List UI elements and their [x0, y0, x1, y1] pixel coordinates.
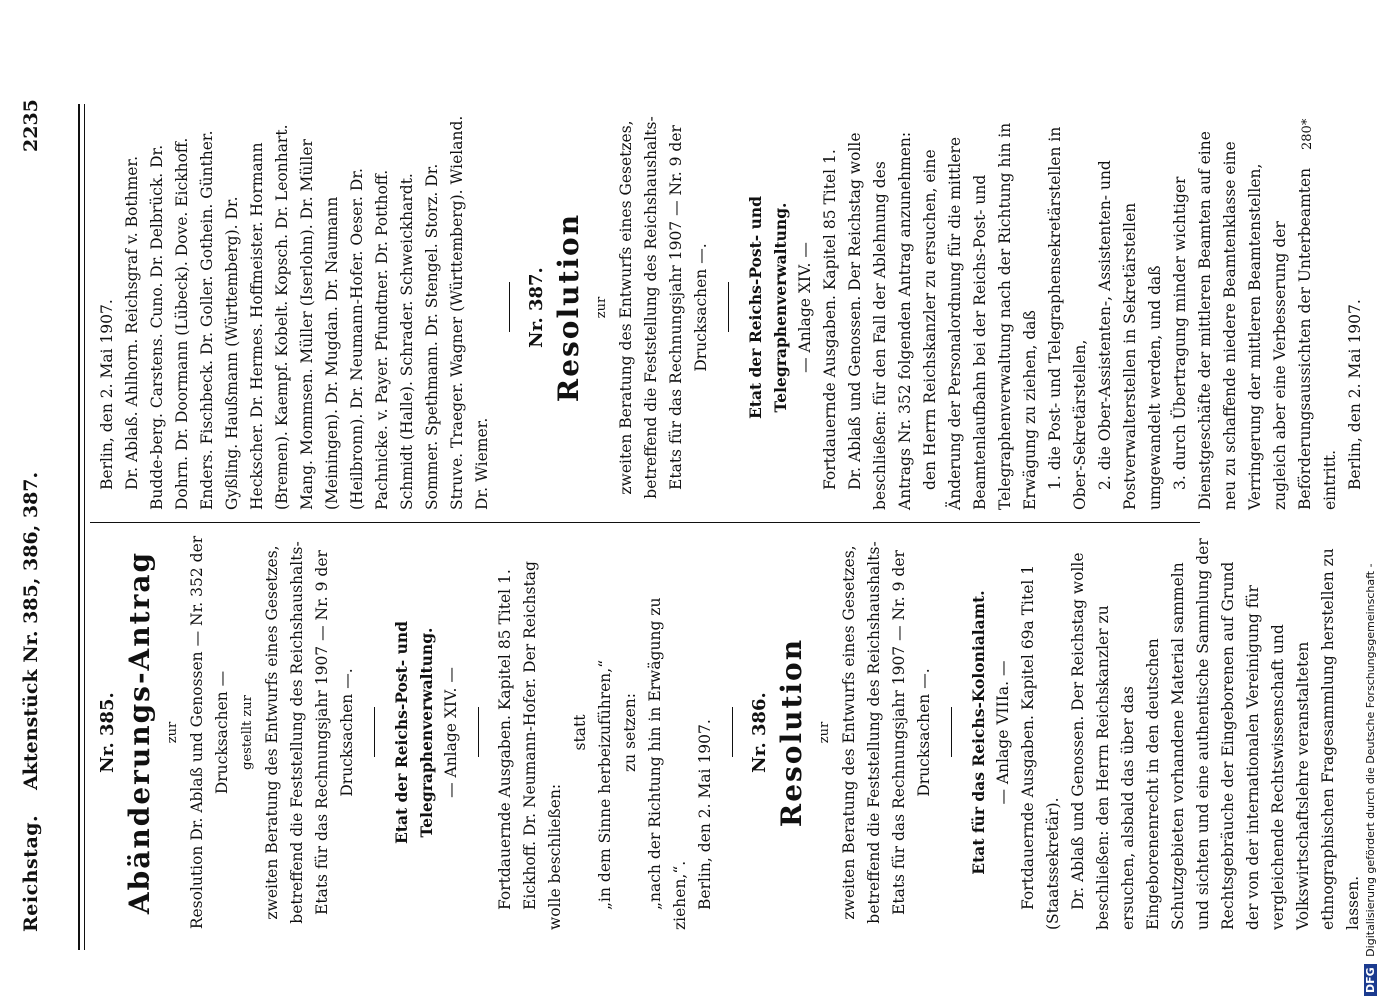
nr385-quote1: „in dem Sinne herbeizuführen,“ — [596, 659, 614, 910]
separator — [951, 708, 952, 758]
column-divider — [90, 522, 1200, 523]
nr385-zur: zur — [165, 721, 180, 744]
nr385-zu-setzen: zu setzen: — [621, 693, 639, 772]
nr385-beratung: zweiten Beratung des Entwurfs eines Gesetzes, betreffend die Feststellung des Reichshaushalts-Etats für das Rechnungsjahr 1907 — Nr. 9 der Drucksachen —. — [263, 541, 356, 924]
left-column — [95, 535, 1366, 930]
right-column — [95, 105, 1368, 510]
nr387-body: den Herrn Reichskanzler zu ersuchen, eine Änderung der Personalordnung für die mittlere Beamtenlaufbahn bei der Reichs-Post- und Telegraphenverwaltung nach der Richtung hin in Erwägung zu ziehen, daß — [921, 122, 1039, 510]
nr385-gestellt: gestellt zur — [240, 695, 255, 770]
header-title: Aktenstück Nr. 385, 386, 387. — [20, 471, 42, 790]
separator — [732, 708, 733, 758]
nr385-etat: Etat der Reichs-Post- und Telegraphenverwaltung. — [392, 621, 436, 845]
header-left: Reichstag. — [20, 814, 42, 932]
nr385-quote2: „nach der Richtung hin in Erwägung zu ziehen,“. — [646, 597, 689, 930]
header-rule — [78, 104, 80, 950]
nr387-intro: Dr. Ablaß und Genossen. Der Reichstag wolle beschließen: für den Fall der Ablehnung des Antrags Nr. 352 folgenden Antrag anzunehmen: — [846, 131, 914, 510]
separator — [478, 708, 479, 758]
nr386-zur: zur — [817, 721, 832, 744]
nr387-beratung: zweiten Beratung des Entwurfs eines Gesetzes, betreffend die Feststellung des Reichshaushalts-Etats für das Rechnungsjahr 1907 — Nr. 9 der Drucksachen —. — [617, 116, 710, 499]
dfg-logo: DFG — [1364, 964, 1377, 996]
dfg-credit — [1364, 563, 1377, 996]
nr387-number: Nr. 387. — [526, 267, 547, 348]
nr387-date: Berlin, den 2. Mai 1907. — [1346, 299, 1364, 490]
nr386-title: Resolution — [775, 637, 808, 828]
nr387-ausgaben: Fortdauernde Ausgaben. Kapitel 85 Titel 1. — [821, 149, 839, 490]
nr386-text: Dr. Ablaß und Genossen. Der Reichstag wolle beschließen: den Herrn Reichskanzler zu ersuchen, alsbald das über das Eingeborenenrecht in den deutschen Schutzgebieten vorhandene Material sammeln und sichten und eine authentische Sammlung der Rechtsgebräuche der Eingeborenen auf Grund der von der internationalen Vereinigung für vergleichende Rechtswissenschaft und Volkswirtschaftslehre veranstalteten ethnographischen Fragesammlung herstellen zu lassen. — [1069, 538, 1362, 930]
nr386-signers: Dr. Ablaß. Ahlhorn. Reichsgraf v. Bothmer. Budde-berg. Carstens. Cuno. Dr. Delbrück. Dr. Dohrn. Dr. Doormann (Lübeck). Dove. Eickhoff. Enders. Fischbeck. Dr. Goller. Gothein. Günther. Gyßling. Haußmann (Württemberg). Dr. Heckscher. Dr. Hermes. Hoffmeister. Hormann (Bremen). Kaempf. Kobelt. Kopsch. Dr. Leonhart. Mang. Mommsen. Müller (Iserlohn). Dr. Müller (Meiningen). Dr. Mugdan. Dr. Naumann (Heilbronn). Dr. Neumann-Hofer. Oeser. Dr. Pachnicke. v. Payer. Pfundtner. Dr. Potthoff. Schmidt (Halle). Schrader. Schweickhardt. Sommer. Spethmann. Dr. Stengel. Storz. Dr. Struve. Traeger. Wagner (Württemberg). Wieland. Dr. Wiemer. — [123, 115, 491, 510]
nr386-etat: Etat für das Reichs-Kolonialamt. — [969, 590, 988, 875]
nr387-item-1: 1. die Post- und Telegraphensekretärstellen in Ober-Sekretärstellen, — [1046, 126, 1089, 510]
nr386-ausgaben: Fortdauernde Ausgaben. Kapitel 69a Titel 1 (Staatssekretär). — [1019, 564, 1062, 930]
nr385-title: Abänderungs-Antrag — [123, 550, 156, 915]
nr385-resolution-line: Resolution Dr. Ablaß und Genossen — Nr. 352 der Drucksachen — — [188, 535, 231, 930]
separator — [509, 283, 510, 333]
separator — [728, 283, 729, 333]
nr387-title: Resolution — [552, 212, 585, 403]
nr386-anlage: — Anlage VIIIa. — — [994, 660, 1012, 805]
nr387-zur: zur — [594, 296, 609, 319]
nr386-beratung: zweiten Beratung des Entwurfs eines Gesetzes, betreffend die Feststellung des Reichshaushalts-Etats für das Rechnungsjahr 1907 — Nr. 9 der Drucksachen —. — [840, 541, 933, 924]
nr385-date: Berlin, den 2. Mai 1907. — [696, 719, 714, 910]
nr385-statt: statt — [571, 714, 589, 751]
nr387-anlage: — Anlage XIV. — — [796, 242, 814, 373]
nr386-date: Berlin, den 2. Mai 1907. — [98, 299, 116, 490]
nr387-etat: Etat der Reichs-Post- und Telegraphenverwaltung. — [746, 196, 790, 420]
nr387-item-3: 3. durch Übertragung minder wichtiger Dienstgeschäfte der mittleren Beamten auf eine neu zu schaffende niedere Beamtenklasse eine Verringerung der mittleren Beamtenstellen, zugleich aber eine Verbesserung der Beförderungsaussichten der Unterbeamten eintritt. — [1171, 131, 1339, 510]
nr385-anlage: — Anlage XIV. — — [442, 667, 460, 798]
nr386-number: Nr. 386. — [749, 692, 770, 773]
nr385-ausgaben: Fortdauernde Ausgaben. Kapitel 85 Titel 1. — [496, 569, 514, 910]
separator — [374, 708, 375, 758]
nr385-text: Eickhoff. Dr. Neumann-Hofer. Der Reichstag wolle beschließen: — [521, 561, 564, 930]
header-rule-thin — [84, 104, 85, 950]
header-page-number: 2235 — [20, 99, 42, 152]
dfg-credit-text: Digitalisierung gefördert durch die Deutsche Forschungsgemeinschaft - — [1364, 563, 1377, 957]
nr385-number: Nr. 385. — [97, 692, 118, 773]
footer-page-note: 280* — [1300, 118, 1315, 150]
nr387-item-2: 2. die Ober-Assistenten-, Assistenten- und Postverwalterstellen in Sekretärstellen umgewandelt werden, und daß — [1096, 160, 1164, 510]
